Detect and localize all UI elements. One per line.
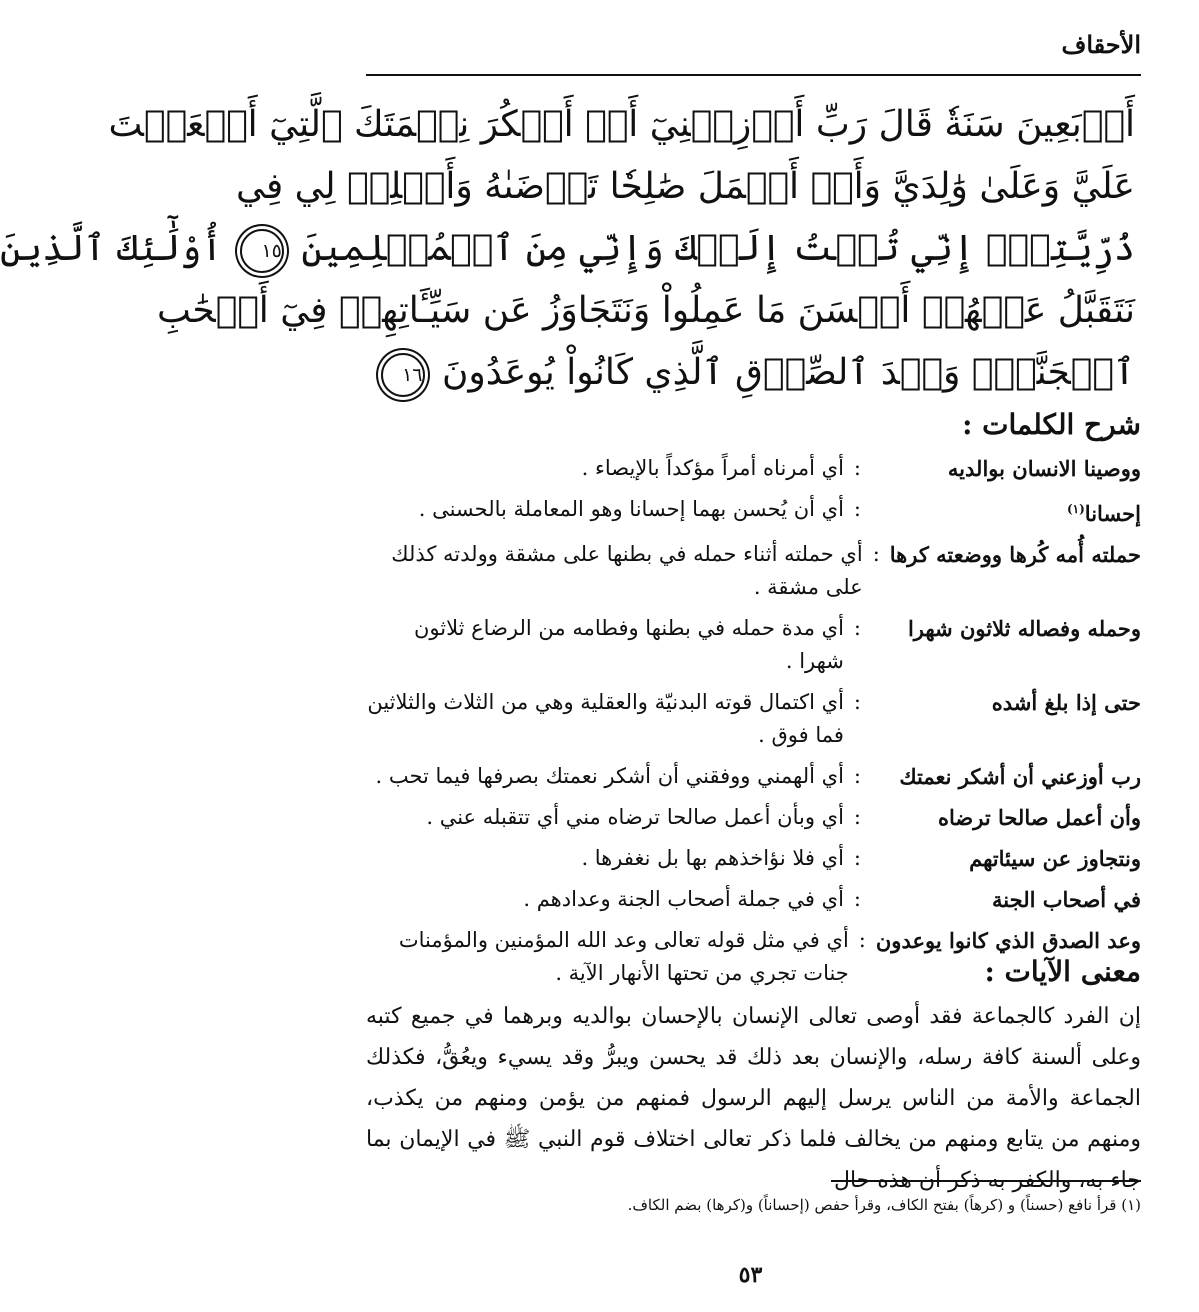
- glossary-entry: [366, 452, 1141, 485]
- page-number: ٥٣: [738, 1262, 763, 1288]
- glossary-definition: أي وبأن أعمل صالحا ترضاه مني أي تتقبله عني .: [426, 805, 844, 829]
- quran-line: [0, 219, 1135, 281]
- glossary-entry: [366, 842, 1141, 875]
- glossary-term: وعد الصدق الذي كانوا يوعدون: [875, 928, 1141, 953]
- quran-line-text: ٱلۡجَنَّةِۖ وَعۡدَ ٱلصِّدۡقِ ٱلَّذِي كَانُواْ يُوعَدُونَ: [441, 352, 1135, 393]
- glossary-separator: :: [853, 805, 861, 829]
- glossary-entry: [366, 493, 1141, 530]
- glossary-definition: أي في مثل قوله تعالى وعد الله المؤمنين والمؤمنات جنات تجري من تحتها الأنهار الآية .: [398, 928, 849, 985]
- glossary-term: إحسانا$^{(١)}$: [1066, 501, 1141, 526]
- glossary-entry: [366, 612, 1141, 678]
- quran-line-text: أُوْلَٰٓئِكَ ٱلَّذِينَ: [0, 228, 223, 269]
- glossary-term: ونتجاوز عن سيئاتهم: [969, 846, 1141, 871]
- meaning-heading: معنى الآيات :: [984, 955, 1141, 988]
- glossary-definition: أي في جملة أصحاب الجنة وعدادهم .: [523, 887, 844, 911]
- glossary-entry: [366, 883, 1141, 916]
- quran-passage: [0, 95, 1135, 405]
- glossary-separator: :: [853, 616, 861, 640]
- glossary-entry: [366, 801, 1141, 834]
- glossary-separator: :: [853, 690, 861, 714]
- glossary-definition: أي فلا نؤاخذهم بها بل نغفرها .: [581, 846, 844, 870]
- quran-line-text: ذُرِّيَّتِيٓۖ إِنِّي تُبۡتُ إِلَيۡكَ وَإِنِّي مِنَ ٱلۡمُسۡلِمِينَ: [301, 228, 1135, 269]
- glossary-separator: :: [853, 764, 861, 788]
- meaning-paragraph: إن الفرد كالجماعة فقد أوصى تعالى الإنسان بالإحسان بوالديه وبرهما في جميع كتبه وعلى ألسنة كافة رسله، والإنسان بعد ذلك قد يحسن ويبرُّ وقد يسيء ويعُقُّ، فكذلك الجماعة والأمة من الناس يرسل إليهم الرسول فمنهم من يؤمن ومنهم من يكذب، ومنهم من يتابع ومنهم من يخالف فلما ذكر تعالى اختلاف قوم النبي ﷺ في الإيمان بما جاء به، والكفر به ذكر أن هذه حال: [366, 1004, 1141, 1193]
- glossary-term: في أصحاب الجنة: [992, 887, 1141, 912]
- footnote: (١) قرأ نافع (حسناً) و (كرهاً) بفتح الكاف، وقرأ حفص (إحساناً) و(كرها) بضم الكاف.: [627, 1196, 1141, 1214]
- glossary-definition: أي ألهمني ووفقني أن أشكر نعمتك بصرفها فيما تحب .: [375, 764, 844, 788]
- glossary-definition: أي حملته أثناء حمله في بطنها على مشقة وولدته كذلك على مشقة .: [391, 542, 863, 599]
- glossary-entry: [366, 538, 1141, 604]
- glossary-heading: شرح الكلمات :: [962, 408, 1141, 441]
- glossary-separator: :: [853, 497, 861, 521]
- quran-line: [372, 343, 1135, 405]
- header-divider: [366, 74, 1141, 76]
- glossary-term: رب أوزعني أن أشكر نعمتك: [899, 764, 1141, 789]
- glossary-separator: :: [853, 846, 861, 870]
- quran-line: نَتَقَبَّلُ عَنۡهُمۡ أَحۡسَنَ مَا عَمِلُواْ وَنَتَجَاوَزُ عَن سَيِّـَٔاتِهِمۡ فِيٓ أَصۡحَٰبِ: [157, 290, 1135, 331]
- ayah-number-marker: ١٦: [381, 353, 425, 397]
- footnote-divider: [831, 1180, 1141, 1182]
- ayah-number-marker: ١٥: [240, 229, 284, 273]
- glossary-term: حملته أُمه كُرها ووضعته كرها: [889, 542, 1141, 567]
- glossary-term: حتى إذا بلغ أشده: [991, 690, 1141, 715]
- quran-line: أَرۡبَعِينَ سَنَةٗ قَالَ رَبِّ أَوۡزِعۡنِيٓ أَنۡ أَشۡكُرَ نِعۡمَتَكَ ٱلَّتِيٓ أَنۡعَمۡتَ: [108, 104, 1135, 145]
- glossary-separator: :: [858, 928, 866, 952]
- glossary-definition: أي أمرناه أمراً مؤكداً بالإيصاء .: [581, 456, 844, 480]
- glossary-separator: :: [853, 456, 861, 480]
- glossary-definition: أي أن يُحسن بهما إحسانا وهو المعاملة بالحسنى .: [418, 497, 844, 521]
- footnote-reference: (١): [1066, 502, 1085, 516]
- glossary-separator: :: [853, 887, 861, 911]
- quran-line: عَلَيَّ وَعَلَىٰ وَٰلِدَيَّ وَأَنۡ أَعۡمَلَ صَٰلِحٗا تَرۡضَىٰهُ وَأَصۡلِحۡ لِي فِي: [235, 166, 1135, 207]
- glossary-term: وحمله وفصاله ثلاثون شهرا: [907, 616, 1141, 641]
- surah-title: الأحقاف: [1061, 30, 1141, 59]
- glossary-entry: [366, 760, 1141, 793]
- glossary-entry: [366, 686, 1141, 752]
- glossary-list: [366, 452, 1141, 998]
- glossary-separator: :: [872, 542, 880, 566]
- glossary-definition: أي اكتمال قوته البدنيّة والعقلية وهي من الثلاث والثلاثين فما فوق .: [367, 690, 844, 747]
- glossary-term: وأن أعمل صالحا ترضاه: [938, 805, 1141, 830]
- glossary-term: ووصينا الانسان بوالديه: [947, 456, 1141, 481]
- glossary-definition: أي مدة حمله في بطنها وفطامه من الرضاع ثلاثون شهرا .: [413, 616, 844, 673]
